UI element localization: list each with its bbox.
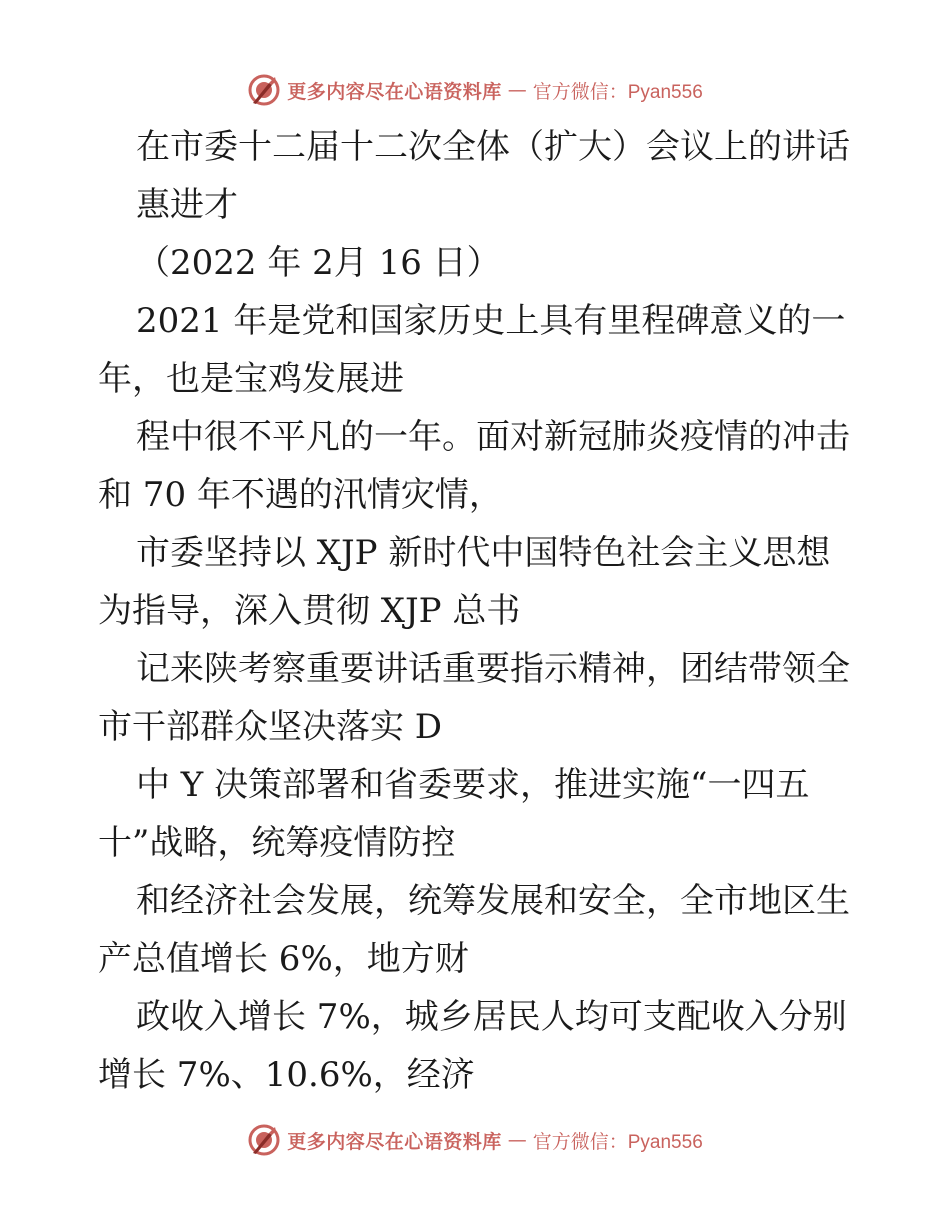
quill-logo-icon bbox=[247, 73, 281, 107]
watermark-separator: — bbox=[507, 1129, 527, 1151]
paragraph-line: 程中很不平凡的一年。面对新冠肺炎疫情的冲击 bbox=[136, 417, 850, 457]
document-date: （2022 年 2月 16 日） bbox=[136, 243, 501, 283]
paragraph-line: 市委坚持以 XJP 新时代中国特色社会主义思想 bbox=[136, 533, 831, 573]
paragraph-line: 市干部群众坚决落实 D bbox=[98, 707, 443, 747]
watermark-contact: 官方微信：Pyan556 bbox=[532, 81, 703, 103]
document-title: 在市委十二届十二次全体（扩大）会议上的讲话 bbox=[136, 127, 850, 167]
header-watermark bbox=[0, 70, 950, 110]
document-author: 惠进才 bbox=[136, 185, 238, 225]
document-body bbox=[98, 118, 868, 1104]
paragraph-line: 记来陕考察重要讲话重要指示精神，团结带领全 bbox=[136, 649, 850, 689]
watermark-text: 更多内容尽在心语资料库 bbox=[287, 80, 502, 103]
paragraph-line: 增长 7%、10.6%，经济 bbox=[98, 1055, 475, 1095]
paragraph-line: 为指导，深入贯彻 XJP 总书 bbox=[98, 591, 521, 631]
paragraph-line: 和经济社会发展，统筹发展和安全，全市地区生 bbox=[136, 881, 850, 921]
paragraph-line: 中 Y 决策部署和省委要求，推进实施“一四五 bbox=[136, 765, 810, 805]
watermark-text: 更多内容尽在心语资料库 bbox=[287, 1130, 502, 1153]
paragraph-line: 年，也是宝鸡发展进 bbox=[98, 359, 404, 399]
paragraph-line: 和 70 年不遇的汛情灾情， bbox=[98, 475, 503, 515]
paragraph-line: 十”战略，统筹疫情防控 bbox=[98, 823, 456, 863]
quill-logo-icon bbox=[247, 1123, 281, 1157]
paragraph-line: 2021 年是党和国家历史上具有里程碑意义的一 bbox=[136, 301, 846, 341]
watermark-contact: 官方微信：Pyan556 bbox=[532, 1131, 703, 1153]
watermark-separator: — bbox=[507, 79, 527, 101]
paragraph-line: 政收入增长 7%，城乡居民人均可支配收入分别 bbox=[136, 997, 847, 1037]
paragraph-line: 产总值增长 6%，地方财 bbox=[98, 939, 469, 979]
footer-watermark bbox=[0, 1120, 950, 1160]
